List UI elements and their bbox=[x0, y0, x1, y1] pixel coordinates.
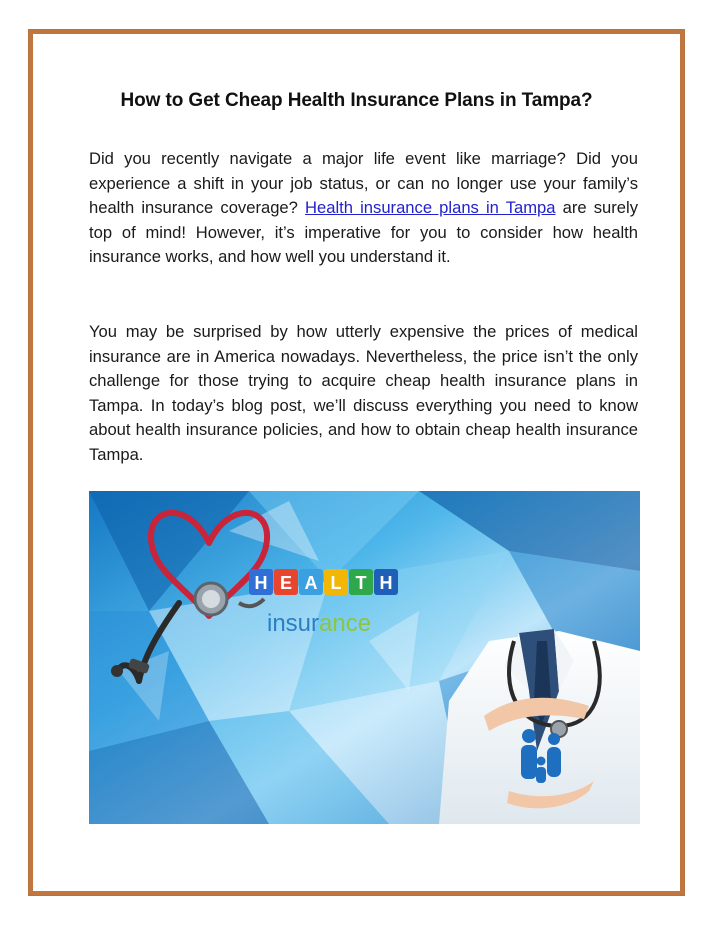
insurance-subtitle bbox=[267, 610, 371, 637]
insurance-subtitle-blue: insur bbox=[267, 610, 320, 637]
health-letter: A bbox=[304, 573, 318, 593]
article-paragraph-2: You may be surprised by how utterly expensive the prices of medical insurance are in America nowadays. Nevertheless, the price isn’t the only challenge for those trying to acquire cheap health insurance plans in Tampa. In today’s blog post, we’ll discuss everything you need to know about health insurance policies, and how to obtain cheap health insurance Tampa. bbox=[89, 322, 638, 464]
health-letter: E bbox=[279, 573, 293, 593]
health-letter: T bbox=[355, 573, 367, 593]
article-paragraph-1 bbox=[89, 147, 638, 270]
article-title: How to Get Cheap Health Insurance Plans in Tampa? bbox=[120, 90, 593, 111]
health-letter: H bbox=[254, 573, 268, 593]
paragraph-1-text-start: Did you recently navigate a major life event like marriage? Did you experience a shift in your job status, or can no longer use your family’s health insurance coverage? bbox=[89, 149, 638, 217]
health-insurance-hero-image bbox=[89, 491, 640, 824]
insurance-subtitle-green: ance bbox=[319, 610, 372, 637]
health-letter: H bbox=[379, 573, 393, 593]
document-page bbox=[29, 30, 684, 895]
health-insurance-plans-link[interactable]: Health insurance plans in Tampa bbox=[305, 198, 556, 217]
health-letter: L bbox=[330, 573, 342, 593]
paragraph-1-text-end: are surely top of mind! However, it’s imperative for you to consider how health insurance works, and how well you understand it. bbox=[89, 198, 639, 266]
